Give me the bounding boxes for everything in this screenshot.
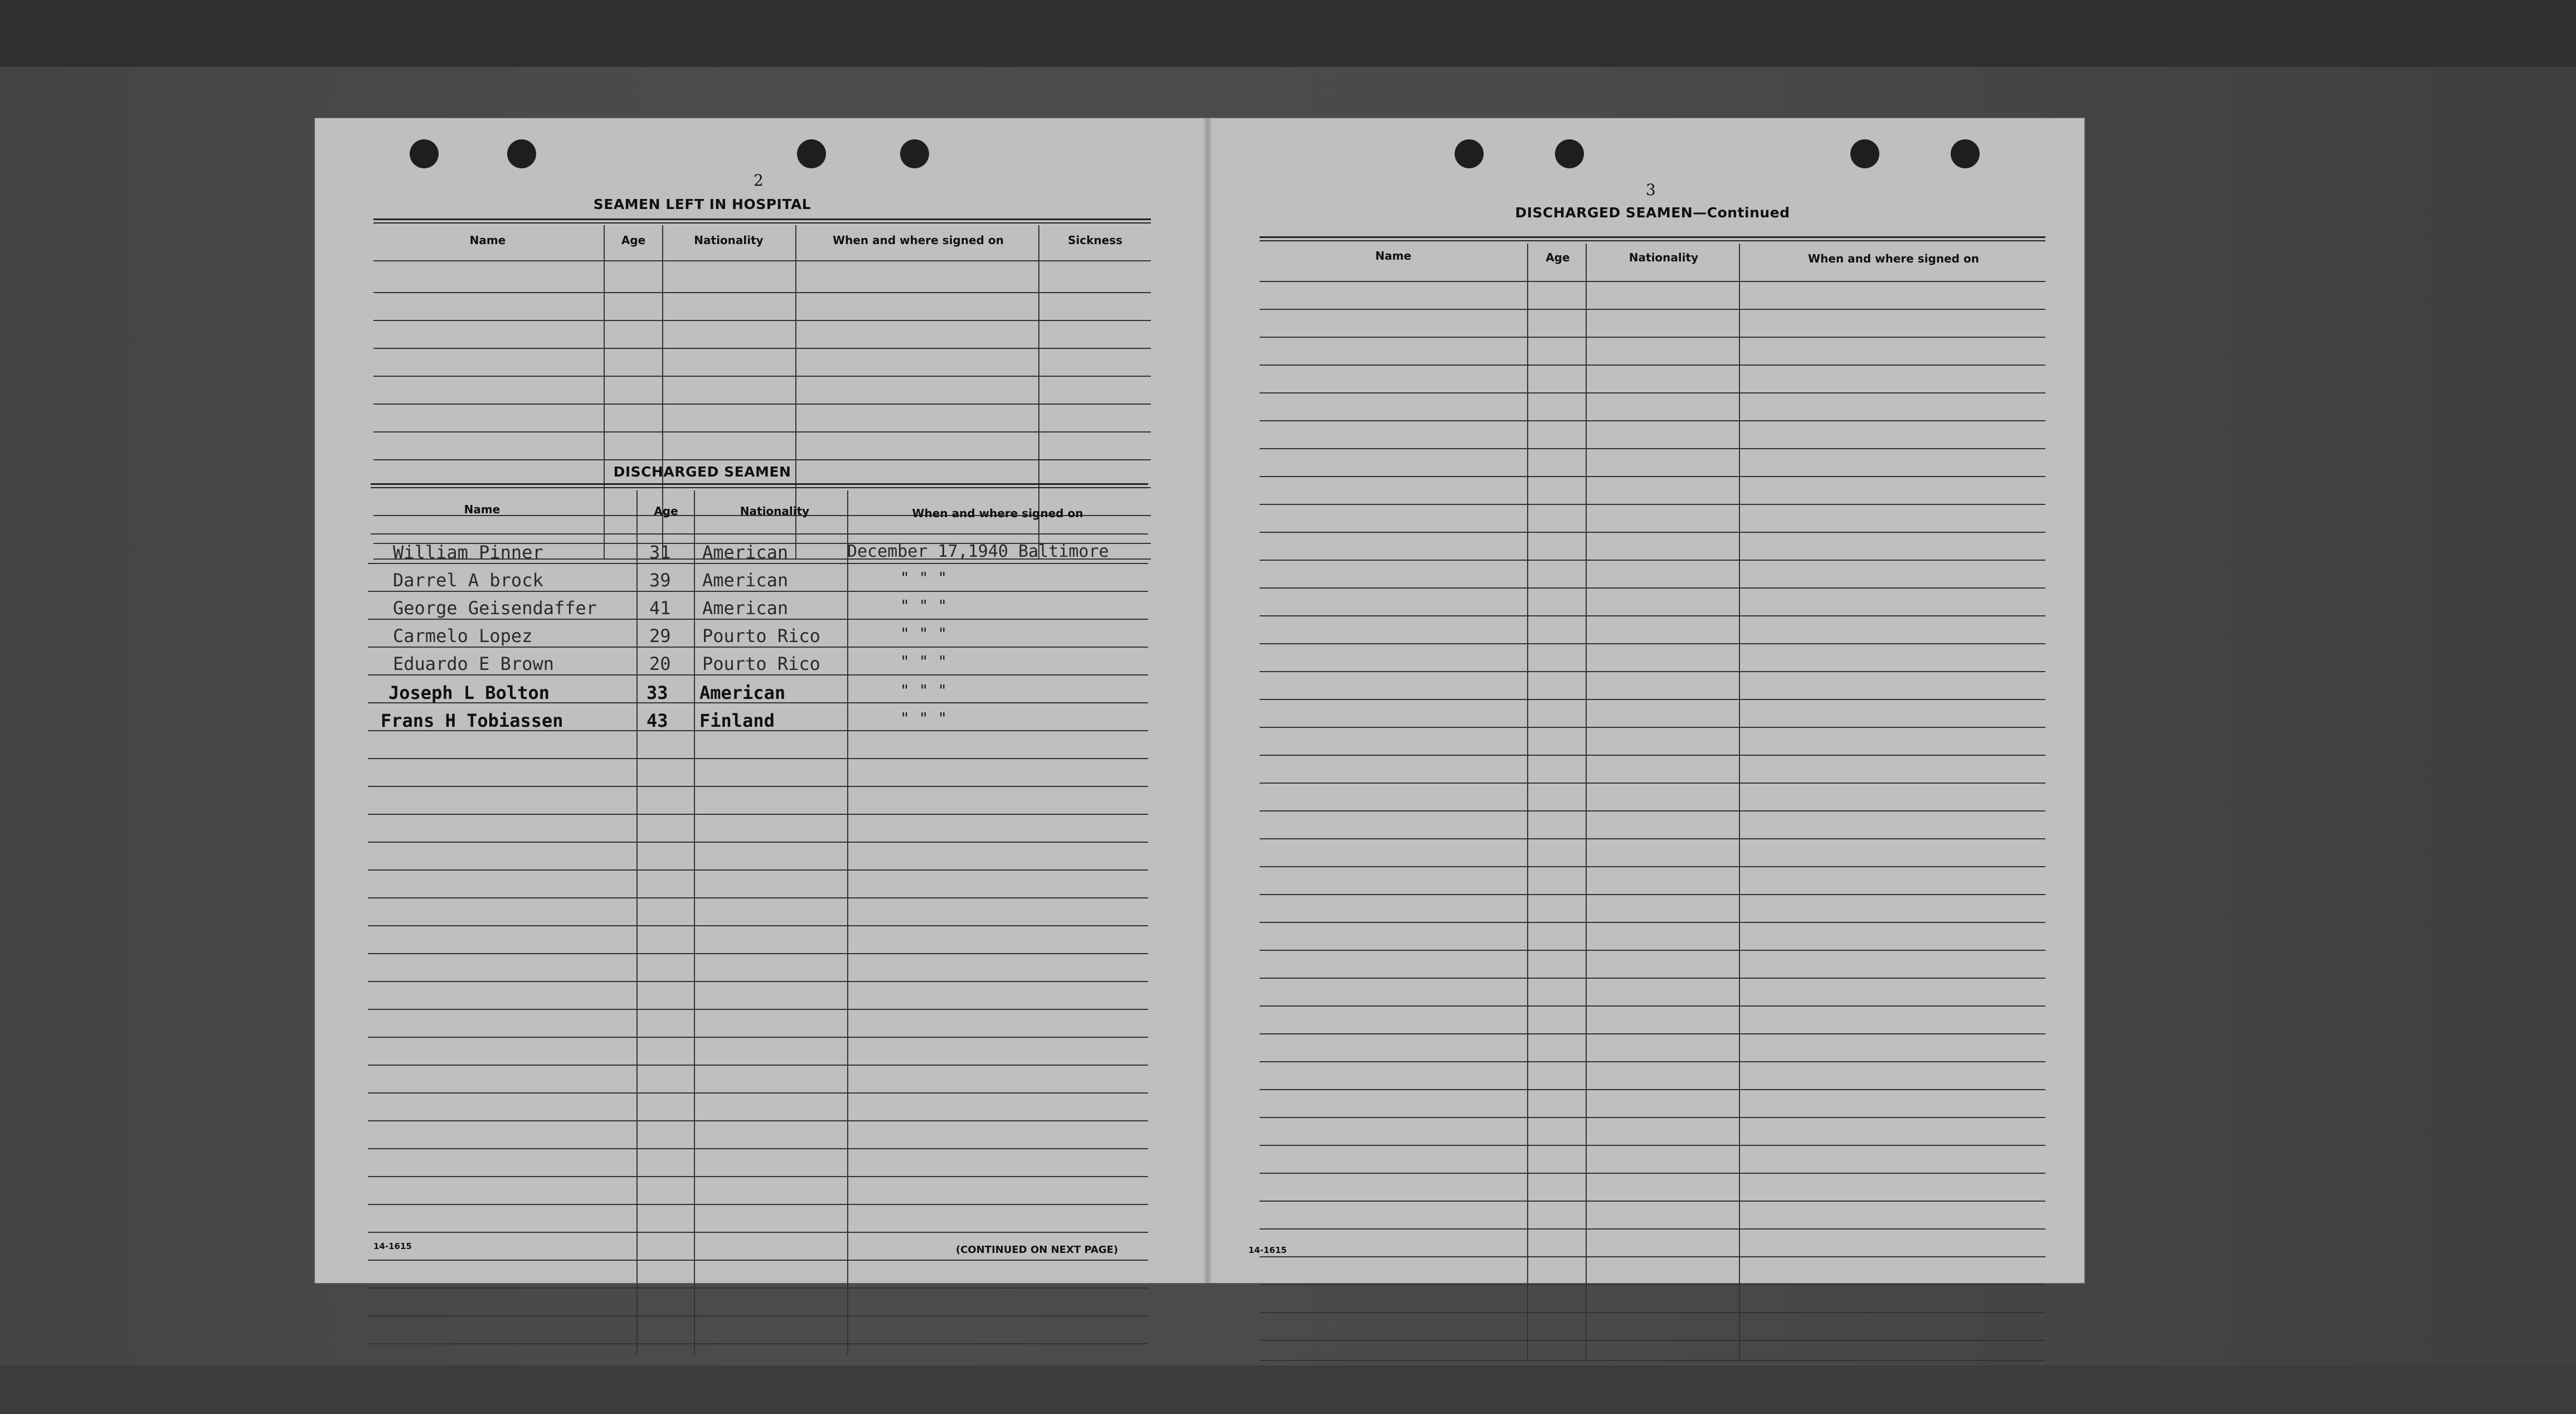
row-line [1260,866,2045,867]
row-line [1260,978,2045,979]
column-header-name: Name [469,234,506,247]
row-line [1260,1284,2045,1285]
seaman-age: 43 [647,710,668,731]
seaman-signed-on: " " " [900,624,947,643]
row-line [1260,1340,2045,1341]
seaman-signed-on: December 17,1940 Baltimore [847,542,1109,561]
column-divider [847,490,848,1354]
row-line [1260,894,2045,895]
row-line [1260,810,2045,812]
row-line [1260,504,2045,505]
row-line [1260,1033,2045,1034]
row-line [1260,1173,2045,1174]
seaman-signed-on: " " " [900,596,947,615]
punch-hole [1850,139,1879,168]
row-line [368,953,1148,954]
seaman-nationality: American [702,570,789,591]
column-divider [694,490,695,1354]
row-line [373,376,1151,377]
column-divider [1586,244,1587,1361]
row-line [368,925,1148,926]
seaman-name: Darrel A brock [393,570,543,591]
seaman-name: Frans H Tobiassen [381,710,563,731]
row-line [368,1065,1148,1066]
row-line [368,1148,1148,1149]
column-header-nationality: Nationality [740,504,810,518]
row-line [368,1204,1148,1205]
seaman-age: 33 [647,682,668,703]
row-line [1260,365,2045,366]
row-line [1260,1360,2045,1361]
seaman-age: 31 [649,542,671,563]
column-header-sickness: Sickness [1067,234,1123,247]
row-line [373,431,1151,433]
row-line [1260,587,2045,589]
row-line [1260,392,2045,393]
row-line [1260,643,2045,644]
column-header-signed-on: When and where signed on [912,507,1083,520]
row-line [368,814,1148,815]
column-header-age: Age [621,234,646,247]
row-line [368,619,1148,620]
row-line [1260,699,2045,700]
row-line [371,533,1148,534]
column-header-nationality: Nationality [1629,251,1699,264]
form-number: 14-1615 [373,1241,412,1251]
seaman-name: Eduardo E Brown [393,653,554,674]
row-line [368,869,1148,871]
column-divider [636,490,638,1354]
row-line [368,1343,1148,1344]
punch-hole [797,139,826,168]
column-divider [1527,244,1528,1361]
row-line [1260,755,2045,756]
row-line [1260,1089,2045,1090]
seaman-signed-on: " " " [900,568,947,587]
row-line [1260,476,2045,477]
seaman-name: William Pinner [393,542,543,563]
punch-hole [507,139,536,168]
discharged-section-title: DISCHARGED SEAMEN [613,464,791,480]
form-number: 14-1615 [1248,1245,1287,1255]
row-line [1260,838,2045,839]
row-line [1260,1228,2045,1230]
row-line [368,563,1148,564]
row-line [1260,560,2045,561]
row-line [368,1120,1148,1121]
column-header-name: Name [1375,249,1412,263]
seaman-name: Joseph L Bolton [388,682,550,703]
row-line [368,647,1148,648]
row-line [368,897,1148,898]
seaman-nationality: American [699,682,786,703]
row-line [368,1092,1148,1094]
row-line [368,1232,1148,1233]
row-line [368,591,1148,592]
row-line [1260,1145,2045,1146]
seaman-nationality: Pourto Rico [702,653,820,674]
seaman-name: George Geisendaffer [393,597,597,619]
seaman-nationality: Finland [699,710,775,731]
table-top-rule [373,218,1151,223]
column-header-age: Age [1545,251,1570,264]
row-line [1260,420,2045,421]
seaman-nationality: Pourto Rico [702,625,820,647]
column-header-name: Name [464,503,500,516]
row-line [1260,1312,2045,1313]
punch-hole [1455,139,1484,168]
row-line [1260,309,2045,310]
row-line [1260,337,2045,338]
document-sheet [315,118,2084,1283]
continued-note: (CONTINUED ON NEXT PAGE) [956,1244,1119,1256]
row-line [368,674,1148,676]
page-fold [1204,118,1212,1283]
scan-background-top [0,0,2576,78]
seaman-age: 20 [649,653,671,674]
seaman-nationality: American [702,597,789,619]
row-line [1260,727,2045,728]
row-line [1260,448,2045,449]
discharged-continued-title: DISCHARGED SEAMEN—Continued [1515,205,1790,221]
table-top-rule [1260,236,2045,241]
punch-hole [410,139,439,168]
seaman-nationality: American [702,542,789,563]
table-top-rule [371,483,1148,488]
row-line [1260,615,2045,616]
row-line [1260,950,2045,951]
seaman-age: 29 [649,625,671,647]
column-header-nationality: Nationality [694,234,764,247]
hospital-section-title: SEAMEN LEFT IN HOSPITAL [593,196,811,212]
row-line [368,1287,1148,1289]
punch-hole [900,139,929,168]
column-divider [1739,244,1740,1361]
row-line [368,842,1148,843]
punch-hole [1951,139,1980,168]
row-line [1260,783,2045,784]
page-number: 2 [754,171,764,189]
column-header-age: Age [654,504,678,518]
punch-hole [1555,139,1584,168]
column-header-signed-on: When and where signed on [833,234,1004,247]
row-line [373,404,1151,405]
row-line [373,320,1151,321]
row-line [373,348,1151,349]
seaman-age: 39 [649,570,671,591]
row-line [1260,532,2045,533]
row-line [373,459,1151,460]
row-line [1260,922,2045,923]
seaman-name: Carmelo Lopez [393,625,533,647]
row-line [368,1260,1148,1261]
row-line [368,1176,1148,1177]
row-line [1260,1117,2045,1118]
row-line [368,786,1148,787]
seaman-signed-on: " " " [900,681,947,699]
column-divider [604,225,605,558]
seaman-signed-on: " " " [900,709,947,727]
seaman-signed-on: " " " [900,652,947,670]
row-line [373,260,1151,261]
row-line [368,1037,1148,1038]
row-line [368,981,1148,982]
row-line [373,292,1151,293]
row-line [1260,1256,2045,1257]
seaman-age: 41 [649,597,671,619]
row-line [1260,1061,2045,1062]
row-line [368,758,1148,759]
row-line [368,1315,1148,1316]
row-line [1260,671,2045,672]
row-line [1260,281,2045,282]
row-line [1260,1201,2045,1202]
row-line [1260,1005,2045,1007]
page-number: 3 [1646,181,1656,199]
column-header-signed-on: When and where signed on [1808,252,1979,265]
row-line [368,1009,1148,1010]
